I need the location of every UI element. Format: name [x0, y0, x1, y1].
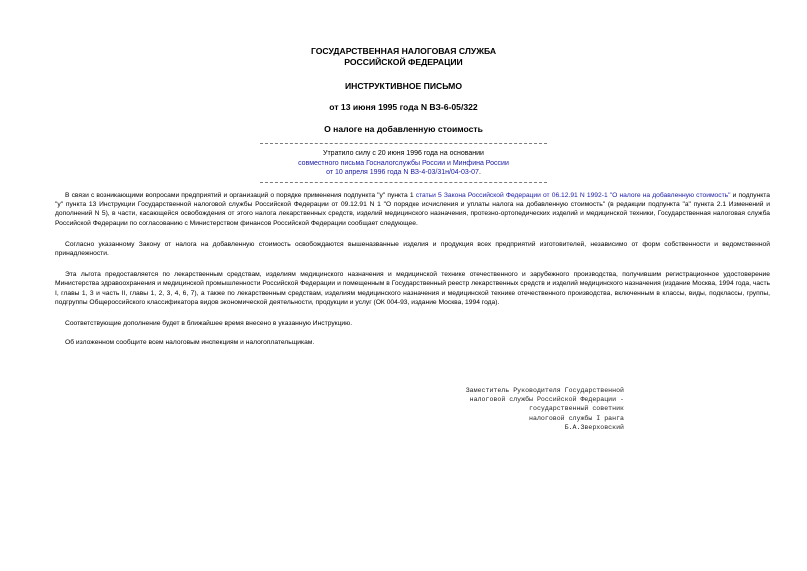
- signature-line2: налоговой службы Российской Федерации -: [469, 396, 624, 404]
- status-note-link-letter[interactable]: совместного письма Госналогслужбы России и Минфина России: [298, 159, 509, 167]
- status-note-end: .: [478, 169, 481, 176]
- paragraph-2: Согласно указанному Закону от налога на добавленную стоимость освобождаются вышеназванные изделия и продукция всех предприятий изготовителей, независимо от форм собственности и ведомственной принадлежности.: [55, 240, 770, 258]
- paragraph-3: Эта льгота предоставляется по лекарственным средствам, изделиям медицинского назначения и медицинской технике отечественного и зарубежного производства, получившим регистрационное удостоверение Министерства здравоохранения и медицинской промышленности Российской Федерации и помещенным в Государственный реестр лекарственных средств и изделий медицинского назначения (издание Москва, 1994 года, часть I, главы 1, 3 и часть II, главы 1, 2, 3, 4, 6, 7), а также по лекарственным средствам, изделиям медицинского назначения и медицинской технике отечественного производства, включенным в классы, виды, подклассы, группы, подгруппы Общероссийского классификатора видов экономической деятельности, продукции и услуг (ОК 004-93, издание Москва, 1994 года).: [55, 271, 770, 306]
- document-date-number: от 13 июня 1995 года N ВЗ-6-05/322: [329, 102, 478, 112]
- signature-name: Б.А.Зверховский: [564, 423, 624, 431]
- agency-name-line2: РОССИЙСКОЙ ФЕДЕРАЦИИ: [344, 57, 463, 67]
- paragraph-4: Соответствующие дополнение будет в ближайшее время внесено в указанную Инструкцию.: [65, 320, 353, 328]
- paragraph-1: [55, 191, 770, 228]
- document-body: [55, 191, 770, 359]
- status-note-link-date[interactable]: от 10 апреля 1996 года N ВЗ-4-03/31н/04-03-07: [326, 169, 479, 176]
- agency-name-line1: ГОСУДАРСТВЕННАЯ НАЛОГОВАЯ СЛУЖБА: [310, 46, 497, 56]
- divider-bottom: [260, 182, 547, 183]
- signature-line3: государственный советник: [529, 405, 624, 413]
- paragraph-1-text-a: В связи с возникающими вопросами предприятий и организаций о порядке применения подпункта "у" пункта 1: [65, 192, 416, 199]
- paragraph-1-text-b: и подпункта "у" пункта 13 Инструкции Государственной налоговой службы Российской Федерации от 09.12.91 N 1 "О порядке исчисления и уплаты налога на добавленную стоимость" (в редакции подпункта "а" пункта 2.1 Изменений и дополнений N 5), в части, касающейся освобождения от этого налога лекарственных средств, изделий медицинского назначения, протезно-ортопедических изделий и медицинской техники, Государственная налоговая служба Российской Федерации по согласованию с Министерством финансов Российской Федерации сообщает следующее.: [55, 192, 770, 227]
- status-note: [260, 143, 547, 183]
- document-type: ИНСТРУКТИВНОЕ ПИСЬМО: [344, 81, 463, 91]
- status-note-line1: Утратило силу с 20 июня 1996 года на основании: [323, 150, 484, 157]
- signature-block: [440, 386, 624, 432]
- signature-line4: налоговой службы I ранга: [529, 414, 624, 422]
- law-article-link[interactable]: статьи 5 Закона Российской Федерации от 06.12.91 N 1992-1 "О налоге на добавленную стоимость": [415, 192, 731, 199]
- paragraph-5: Об изложенном сообщите всем налоговым инспекциям и налогоплательщикам.: [65, 339, 315, 347]
- document-title: О налоге на добавленную стоимость: [324, 124, 483, 134]
- signature-line1: Заместитель Руководителя Государственной: [465, 387, 624, 394]
